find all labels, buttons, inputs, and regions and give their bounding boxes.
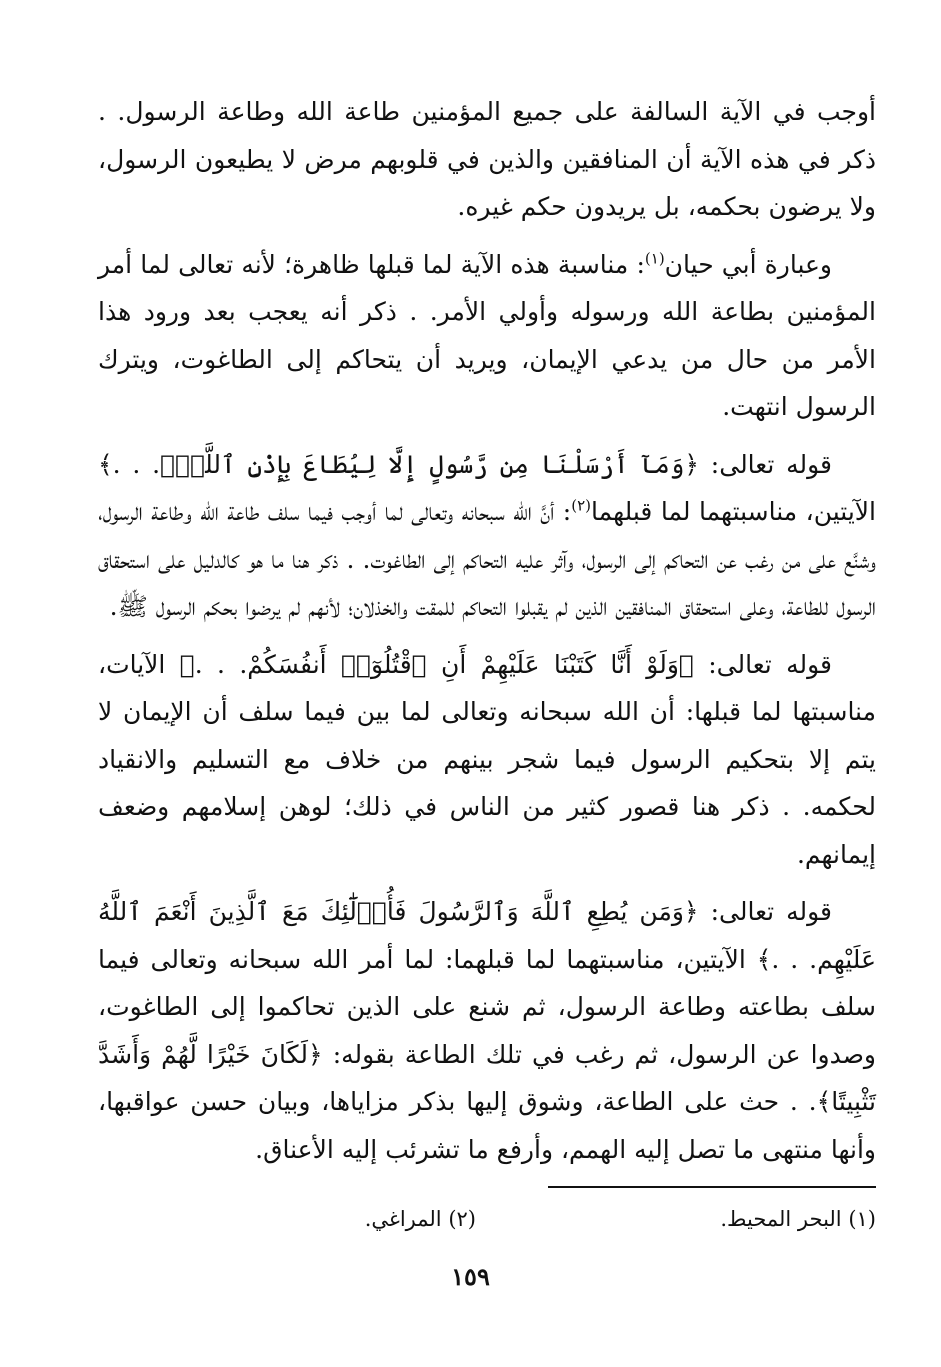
footnote-2: (٢) المراغي. bbox=[364, 1207, 476, 1231]
footnote-ref-2[interactable]: (٢) bbox=[571, 496, 591, 515]
quran-verse-inline: ﴿لَكَانَ خَيْرًا لَّهُمْ وَأَشَدَّ تَثْبِيتًا﴾ bbox=[98, 1039, 876, 1116]
paragraph-1-text: أوجب في الآية السالفة على جميع المؤمنين طاعة الله وطاعة الرسول. . ذكر في هذه الآية أن المنافقين والذين في قلوبهم مرض لا يطيعون الرسول، ولا يرضون بحكمه، بل يريدون حكم غيره. bbox=[98, 97, 876, 221]
paragraph-5 bbox=[98, 888, 876, 1173]
paragraph-2 bbox=[98, 241, 876, 431]
paragraph-3-intro: قوله تعالى: bbox=[699, 449, 832, 479]
page-body bbox=[98, 88, 876, 1173]
paragraph-5-middle: الآيتين، مناسبتهما لما قبلهما: لما أمر الله سبحانه وتعالى فيما سلف بطاعته وطاعة الرسول، ثم شنع على الذين تحاكموا إلى الطاغوت، وصدوا عن الرسول، ثم رغب في تلك الطاعة بقوله: bbox=[98, 944, 877, 1069]
page-number: ١٥٩ bbox=[451, 1262, 490, 1291]
paragraph-5-intro: قوله تعالى: bbox=[698, 897, 832, 926]
quran-verse: ﴿وَمَن يُطِعِ ٱللَّهَ وَٱلرَّسُولَ فَأُو۟لَٰٓئِكَ مَعَ ٱلَّذِينَ أَنْعَمَ ٱللَّهُ عَلَيْهِم. . .﴾ bbox=[98, 897, 877, 974]
paragraph-3 bbox=[98, 441, 876, 631]
paragraph-2-text: : مناسبة هذه الآية لما قبلها ظاهرة؛ لأنه تعالى لما أمر المؤمنين بطاعة الله ورسوله وأولي الأمر. . ذكر أنه يعجب بعد ورود هذا الأمر من حال من يدعي الإيمان، ويريد أن يتحاكم إلى الطاغوت، ويترك الرسول انتهت. bbox=[98, 249, 876, 421]
paragraph-3-after-verse: الآيتين، مناسبتهما لما قبلهما bbox=[591, 497, 876, 526]
paragraph-5-text: . . حث على الطاعة، وشوق إليها بذكر مزاياها، وبيان حسن عواقبها، وأنها منتهى ما تصل إليه الهمم، وأرفع ما تشرئب إليه الأعناق. bbox=[98, 1087, 876, 1164]
paragraph-4-text: الآيات، مناسبتها لما قبلها: أن الله سبحانه وتعالى لما بين فيما سلف أن الإيمان لا يتم إلا بتحكيم الرسول فيما شجر بينهم من خلاف مع التسليم والانقياد لحكمه. . ذكر هنا قصور كثير من الناس في ذلك؛ لوهن إسلامهم وضعف إيمانهم. bbox=[98, 649, 876, 869]
paragraph-3-text: : أنَّ الله سبحانه وتعالى لما أوجب فيما سلف طاعة الله وطاعة الرسول، وشنَّع على من رغب عن التحاكم إلى الرسول، وآثر عليه التحاكم إلى الطاغوت. . ذكر هنا ما هو كالدليل على استحقاق الرسول للطاعة، وعلى استحقاق المنافقين الذين لم يقبلوا التحاكم للمقت والخذلان؛ لأنهم لم يرضوا بحكم الرسول ﷺ. bbox=[98, 497, 876, 621]
quran-verse: ﴿وَلَوْ أَنَّا كَتَبْنَا عَلَيْهِمْ أَنِ ٱقْتُلُوٓا۟ أَنفُسَكُمْ. . .﴾ bbox=[179, 649, 694, 679]
footnote-separator bbox=[548, 1186, 876, 1188]
paragraph-1 bbox=[98, 88, 876, 231]
paragraph-4-intro: قوله تعالى: bbox=[693, 649, 832, 679]
footnote-1: (١) البحر المحيط. bbox=[720, 1207, 876, 1231]
footnote-ref-1[interactable]: (١) bbox=[644, 249, 665, 268]
paragraph-4 bbox=[98, 641, 876, 879]
quran-verse: ﴿وَمَآ أَرْسَلْنَا مِن رَّسُولٍ إِلَّا لِيُطَاعَ بِإِذْنِ ٱللَّهِۚ. . .﴾ bbox=[98, 449, 700, 479]
paragraph-2-lead: وعبارة أبي حيان bbox=[664, 249, 832, 279]
